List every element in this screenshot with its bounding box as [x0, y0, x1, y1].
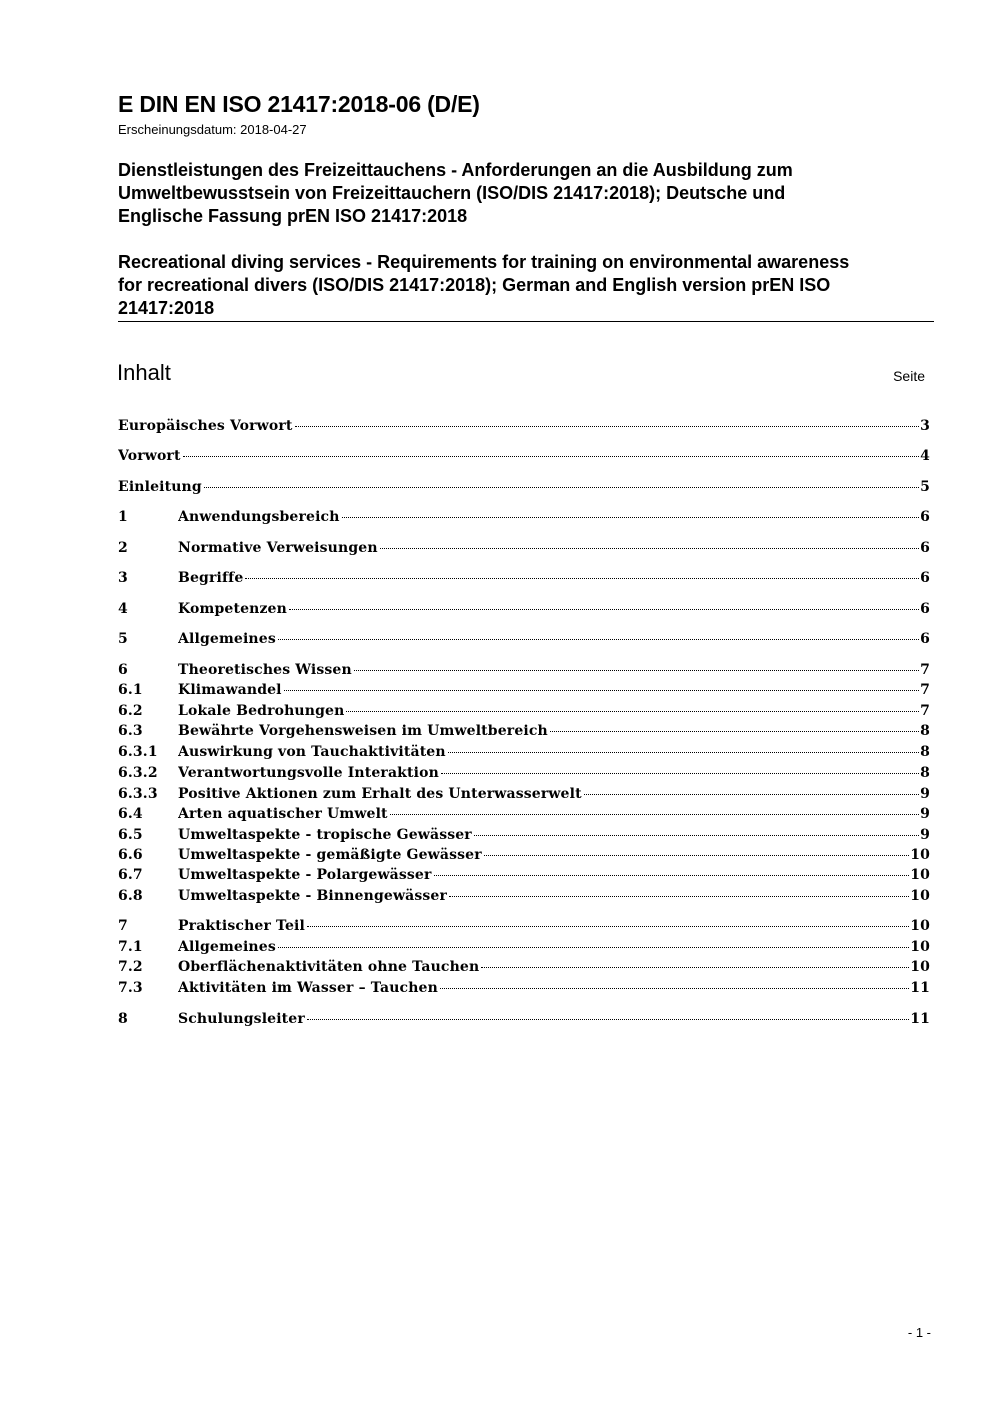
toc-entry-page: 10 — [910, 847, 930, 863]
toc-dot-leader — [354, 670, 919, 671]
toc-dot-leader — [346, 711, 919, 712]
toc-dot-leader — [245, 578, 919, 579]
german-title-line: Englische Fassung prEN ISO 21417:2018 — [118, 206, 468, 226]
toc-entry-title: Vorwort — [118, 448, 181, 464]
toc-entry-page: 10 — [910, 867, 930, 883]
toc-dot-leader — [390, 814, 919, 815]
toc-entry-title: Klimawandel — [178, 682, 282, 698]
toc-entry-number: 7.1 — [118, 939, 143, 955]
toc-dot-leader — [440, 988, 909, 989]
toc-entry-number: 6.3.3 — [118, 786, 158, 802]
toc-entry — [118, 847, 930, 867]
toc-entry-number: 1 — [118, 509, 128, 525]
toc-entry-title: Begriffe — [178, 570, 244, 586]
toc-dot-leader — [550, 731, 919, 732]
toc-entry-title: Anwendungsbereich — [178, 509, 340, 525]
english-title — [118, 251, 938, 320]
toc-entry-title: Normative Verweisungen — [178, 540, 378, 556]
toc-entry-number: 7 — [118, 918, 128, 934]
toc-entry-title: Umweltaspekte - Polargewässer — [178, 867, 432, 883]
toc-dot-leader — [289, 609, 919, 610]
toc-dot-leader — [295, 426, 920, 427]
toc-entry-title: Umweltaspekte - Binnengewässer — [178, 888, 448, 904]
toc-entry-page: 7 — [920, 682, 930, 698]
toc-entry-page: 7 — [920, 703, 930, 719]
toc-entry — [118, 601, 930, 621]
toc-entry-page: 5 — [920, 479, 930, 495]
toc-entry — [118, 939, 930, 959]
toc-entry-title: Aktivitäten im Wasser – Tauchen — [178, 980, 438, 996]
toc-dot-leader — [307, 926, 909, 927]
toc-entry-title: Positive Aktionen zum Erhalt des Unterwasserwelt — [178, 786, 582, 802]
toc-entry-title: Praktischer Teil — [178, 918, 305, 934]
toc-entry — [118, 806, 930, 826]
toc-dot-leader — [342, 517, 920, 518]
toc-entry — [118, 662, 930, 682]
toc-entry — [118, 703, 930, 723]
toc-entry-page: 10 — [910, 939, 930, 955]
toc-dot-leader — [448, 752, 919, 753]
toc-entry — [118, 540, 930, 560]
toc-entry-page: 9 — [920, 827, 930, 843]
toc-entry — [118, 448, 930, 468]
toc-entry-page: 6 — [920, 540, 930, 556]
toc-entry-number: 6.4 — [118, 806, 143, 822]
toc-entry-number: 6.3.2 — [118, 765, 158, 781]
german-title — [118, 159, 938, 228]
toc-entry-title: Einleitung — [118, 479, 202, 495]
toc-entry-page: 10 — [910, 888, 930, 904]
toc-entry — [118, 744, 930, 764]
toc-entry — [118, 765, 930, 785]
toc-dot-leader — [284, 690, 919, 691]
toc-dot-leader — [441, 773, 919, 774]
english-title-line: Recreational diving services - Requirements for training on environmental awareness — [118, 252, 850, 272]
toc-entry-number: 6.2 — [118, 703, 143, 719]
toc-entry-number: 7.3 — [118, 980, 143, 996]
toc-entry-page: 10 — [910, 918, 930, 934]
toc-entry-page: 6 — [920, 631, 930, 647]
toc-entry — [118, 867, 930, 887]
english-title-line: 21417:2018 — [118, 298, 215, 318]
toc-entry-title: Oberflächenaktivitäten ohne Tauchen — [178, 959, 480, 975]
toc-entry-page: 8 — [920, 744, 930, 760]
toc-entry — [118, 509, 930, 529]
german-title-line: Umweltbewusstsein von Freizeittauchern (ISO/DIS 21417:2018); Deutsche und — [118, 183, 786, 203]
toc-dot-leader — [584, 794, 919, 795]
toc-entry — [118, 888, 930, 908]
toc-entry-number: 2 — [118, 540, 128, 556]
toc-entry-title: Arten aquatischer Umwelt — [178, 806, 388, 822]
toc-entry — [118, 418, 930, 438]
publication-date — [118, 122, 307, 137]
publication-date-label: Erscheinungsdatum: — [118, 122, 237, 137]
toc-entry-page: 10 — [910, 959, 930, 975]
toc-entry — [118, 980, 930, 1000]
toc-heading: Inhalt — [117, 360, 171, 385]
toc-entry — [118, 631, 930, 651]
toc-entry-title: Bewährte Vorgehensweisen im Umweltbereich — [178, 723, 548, 739]
toc-entry — [118, 959, 930, 979]
toc-entry-title: Kompetenzen — [178, 601, 287, 617]
toc-entry-number: 7.2 — [118, 959, 143, 975]
toc-entry — [118, 1011, 930, 1031]
toc-entry-number: 5 — [118, 631, 128, 647]
toc-entry-number: 6.1 — [118, 682, 143, 698]
toc-entry-title: Auswirkung von Tauchaktivitäten — [178, 744, 446, 760]
toc-entry-page: 7 — [920, 662, 930, 678]
toc-entry-page: 11 — [910, 1011, 930, 1027]
publication-date-value: 2018-04-27 — [240, 122, 307, 137]
toc-entry-page: 6 — [920, 601, 930, 617]
toc-dot-leader — [307, 1019, 909, 1020]
toc-entry-number: 6.3 — [118, 723, 143, 739]
toc-entry — [118, 723, 930, 743]
toc-entry-page: 4 — [920, 448, 930, 464]
toc-entry-title: Europäisches Vorwort — [118, 418, 293, 434]
toc-entry-page: 3 — [920, 418, 930, 434]
toc-page-column-label: Seite — [893, 368, 925, 384]
toc-entry-page: 9 — [920, 786, 930, 802]
toc-entry-number: 6 — [118, 662, 128, 678]
toc-entry-title: Allgemeines — [178, 631, 276, 647]
toc-entry — [118, 682, 930, 702]
german-title-line: Dienstleistungen des Freizeittauchens - Anforderungen an die Ausbildung zum — [118, 160, 793, 180]
toc-entry — [118, 918, 930, 938]
toc-entry-number: 8 — [118, 1011, 128, 1027]
toc-dot-leader — [474, 835, 919, 836]
english-title-line: for recreational divers (ISO/DIS 21417:2018); German and English version prEN ISO — [118, 275, 831, 295]
title-divider — [118, 321, 934, 322]
page-number: - 1 - — [907, 1325, 931, 1340]
toc-entry-page: 11 — [910, 980, 930, 996]
toc-dot-leader — [484, 855, 909, 856]
toc-entry-page: 9 — [920, 806, 930, 822]
toc-entry-page: 8 — [920, 765, 930, 781]
toc-entry-title: Umweltaspekte - gemäßigte Gewässer — [178, 847, 482, 863]
toc-entry — [118, 570, 930, 590]
toc-entry-title: Schulungsleiter — [178, 1011, 305, 1027]
toc-entry-number: 6.5 — [118, 827, 143, 843]
toc-entry-number: 6.3.1 — [118, 744, 158, 760]
toc-dot-leader — [278, 639, 919, 640]
toc-dot-leader — [204, 487, 919, 488]
toc-entry-title: Allgemeines — [178, 939, 276, 955]
document-id: E DIN EN ISO 21417:2018-06 (D/E) — [118, 91, 480, 117]
toc-dot-leader — [434, 875, 910, 876]
toc-entry-title: Verantwortungsvolle Interaktion — [178, 765, 439, 781]
toc-entry-number: 6.7 — [118, 867, 143, 883]
toc-entry-page: 8 — [920, 723, 930, 739]
toc-entry-title: Theoretisches Wissen — [178, 662, 352, 678]
toc-entry — [118, 786, 930, 806]
toc-entry-page: 6 — [920, 509, 930, 525]
toc-dot-leader — [481, 967, 909, 968]
toc-dot-leader — [449, 896, 909, 897]
toc-entry-title: Umweltaspekte - tropische Gewässer — [178, 827, 472, 843]
toc-dot-leader — [278, 947, 909, 948]
toc-entry-number: 4 — [118, 601, 128, 617]
toc-entry-page: 6 — [920, 570, 930, 586]
toc-dot-leader — [183, 456, 920, 457]
toc-entry — [118, 827, 930, 847]
toc-entry-number: 3 — [118, 570, 128, 586]
toc-dot-leader — [380, 548, 919, 549]
toc-entry-number: 6.6 — [118, 847, 143, 863]
toc-entry-title: Lokale Bedrohungen — [178, 703, 345, 719]
toc-entry — [118, 479, 930, 499]
toc-entry-number: 6.8 — [118, 888, 143, 904]
